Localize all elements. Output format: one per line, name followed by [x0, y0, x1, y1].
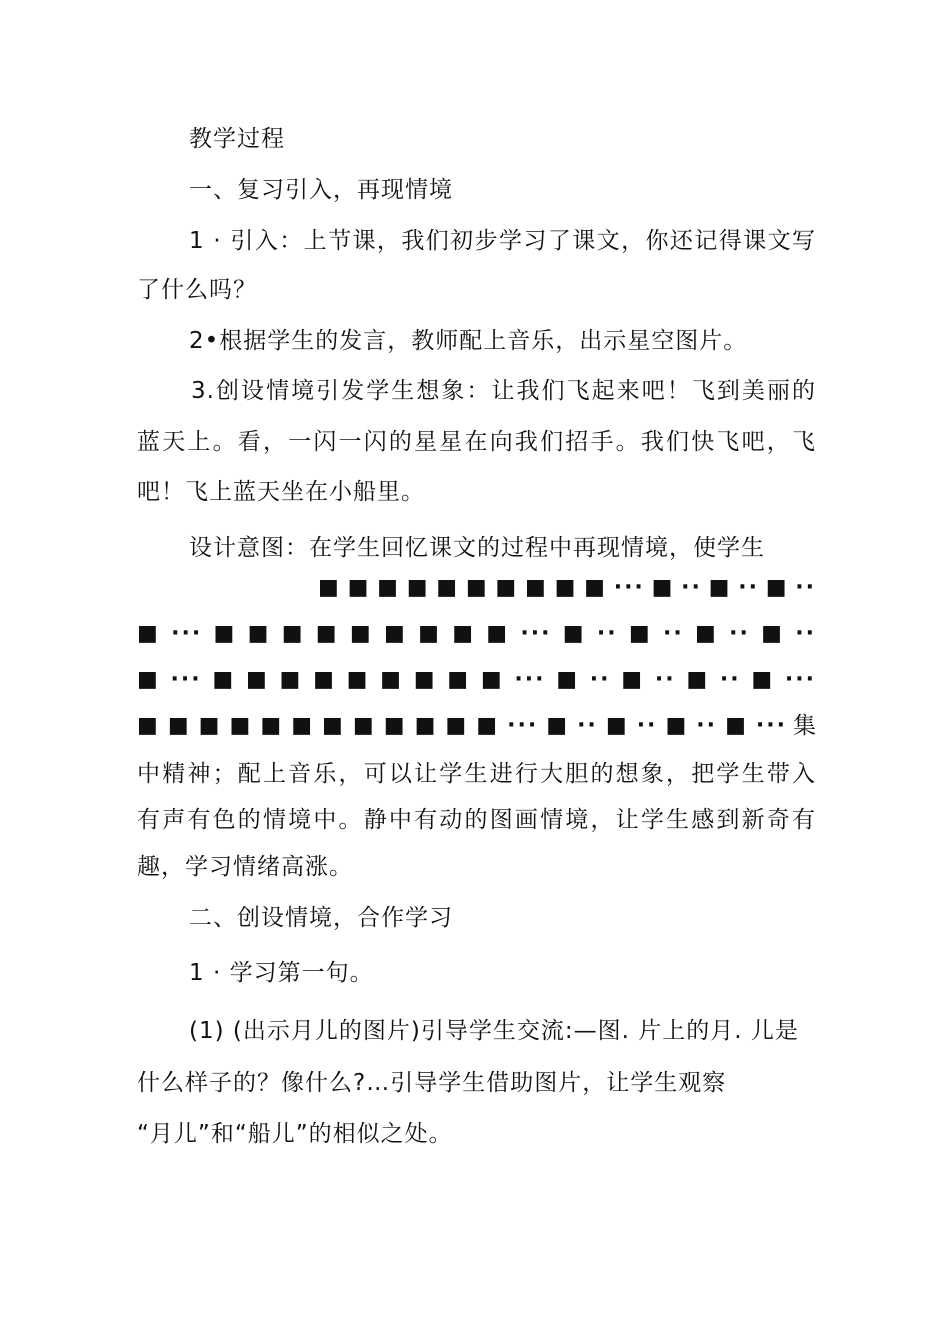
design-intent-line2: 中精神；配上音乐，可以让学生进行大胆的想象，把学生带入: [137, 761, 816, 787]
section1-item1-line1: 1 · 引入：上节课，我们初步学习了课文，你还记得课文写: [189, 228, 816, 254]
design-intent-tail: 集: [793, 713, 817, 739]
section2-sub1-line3: “月儿”和“船儿”的相似之处。: [137, 1121, 453, 1147]
section1-item3-line1: 3.创设情境引发学生想象：让我们飞起来吧！飞到美丽的: [191, 378, 816, 404]
section2-title: 二、创设情境，合作学习: [189, 905, 453, 931]
design-intent-line4: 趣，学习情绪高涨。: [137, 854, 353, 880]
redacted-block-line4: ■■■■■■■■■■■■···■··■··■··■···: [137, 713, 787, 738]
section2-item1: 1 · 学习第一句。: [189, 960, 374, 986]
section1-item1-line2: 了什么吗？: [137, 277, 257, 303]
section1-item2: 2•根据学生的发言，教师配上音乐，出示星空图片。: [189, 328, 748, 354]
section2-sub1-line2: 什么样子的？像什么?…引导学生借助图片，让学生观察: [137, 1070, 727, 1096]
redacted-block-line2: ■···■■■■■■■■■···■··■··■··■··: [137, 621, 816, 646]
section2-sub1-line1: (1) (出示月儿的图片)引导学生交流:—图. 片上的月. 儿是: [189, 1018, 799, 1044]
heading: 教学过程: [189, 126, 285, 152]
design-intent-line1: 设计意图：在学生回忆课文的过程中再现情境，使学生: [189, 535, 765, 561]
redacted-block-line1: ■■■■■■■■■■···■··■··■··: [318, 575, 816, 600]
section1-item3-line3: 吧！飞上蓝天坐在小船里。: [137, 479, 425, 505]
redacted-block-line3: ■···■■■■■■■■■···■··■··■··■···: [137, 667, 816, 692]
design-intent-line3: 有声有色的情境中。静中有动的图画情境，让学生感到新奇有: [137, 807, 816, 833]
section1-title: 一、复习引入，再现情境: [189, 177, 453, 203]
section1-item3-line2: 蓝天上。看，一闪一闪的星星在向我们招手。我们快飞吧，飞: [137, 429, 816, 455]
